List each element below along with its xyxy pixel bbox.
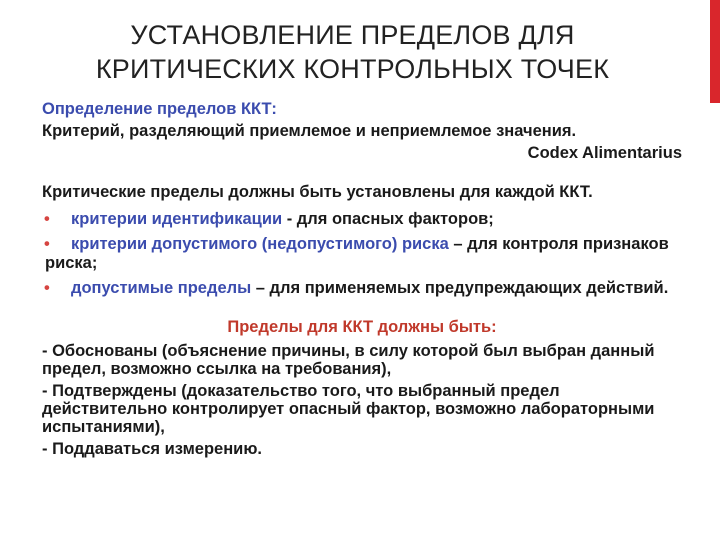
slide-title (0, 18, 705, 86)
definition-text: Критерий, разделяющий приемлемое и неприемлемое значения. (42, 122, 577, 140)
requirement-item: - Обоснованы (объяснение причины, в силу которой был выбран данный предел, возможно ссылка на требования), (42, 342, 655, 378)
bullet-icon: • (44, 210, 50, 228)
requirement-item: - Подтверждены (доказательство того, что выбранный предел действительно контролирует опасный фактор, возможно лабораторными испытаниями), (42, 382, 655, 436)
slide-content (42, 98, 682, 458)
title-line-1: УСТАНОВЛЕНИЕ ПРЕДЕЛОВ ДЛЯ (130, 20, 575, 50)
limits-item-highlight: допустимые пределы (71, 279, 252, 297)
limits-item-text: - для опасных факторов; (282, 210, 494, 228)
requirements-heading: Пределы для ККТ должны быть: (227, 318, 497, 336)
limits-intro: Критические пределы должны быть установлены для каждой ККТ. (42, 183, 593, 201)
limits-item (42, 210, 682, 229)
limits-item (42, 235, 682, 273)
limits-item-highlight: критерии допустимого (недопустимого) риска (71, 235, 449, 253)
requirement-item: - Поддаваться измерению. (42, 440, 262, 458)
accent-bar (710, 0, 720, 103)
title-line-2: КРИТИЧЕСКИХ КОНТРОЛЬНЫХ ТОЧЕК (95, 54, 610, 84)
bullet-icon: • (44, 279, 50, 297)
bullet-icon: • (44, 235, 50, 253)
definition-source: Codex Alimentarius (527, 144, 682, 162)
definition-heading: Определение пределов ККТ: (42, 100, 277, 118)
limits-item-highlight: критерии идентификации (71, 210, 283, 228)
limits-item-text: – для контроля признаков риска; (45, 235, 669, 272)
limits-item-text: – для применяемых предупреждающих действий. (251, 279, 669, 297)
limits-item (42, 279, 682, 298)
